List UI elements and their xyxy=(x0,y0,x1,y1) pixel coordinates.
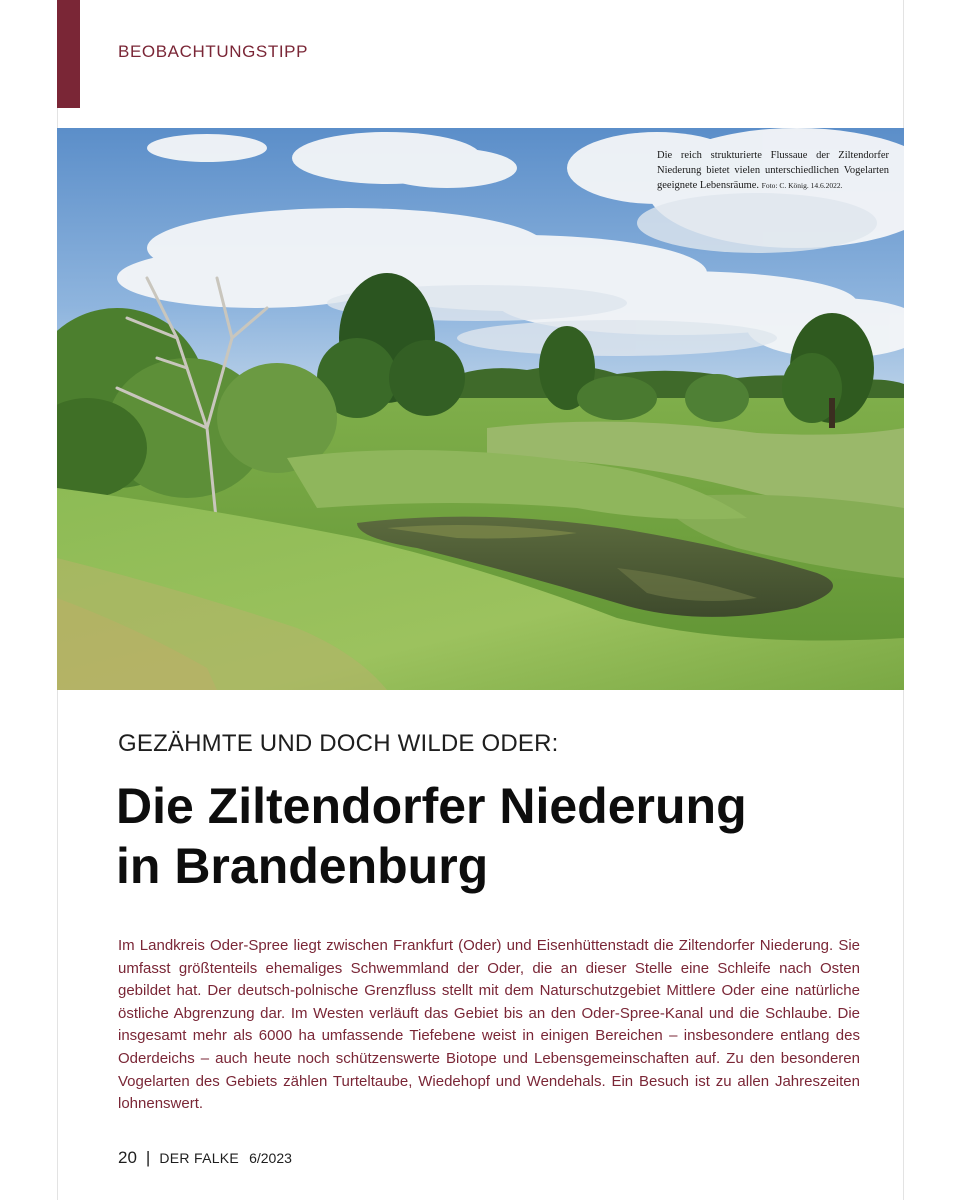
headline-line-2: in Brandenburg xyxy=(116,838,489,894)
photo-credit: Foto: C. König. 14.6.2022. xyxy=(761,181,843,190)
section-accent-bar xyxy=(57,0,80,108)
photo-caption xyxy=(657,148,889,193)
article-lead-paragraph: Im Landkreis Oder-Spree liegt zwischen Frankfurt (Oder) und Eisenhüttenstadt die Ziltendorfer Niederung. Sie umfasst größtenteils ehemaliges Schwemmland der Oder, die an dieser Stelle eine Schleife nach Osten gebildet hat. Der deutsch-polnische Grenzfluss stellt mit dem Naturschutzgebiet Mittlere Oder eine natürliche östliche Abgrenzung dar. Im Westen verläuft das Gebiet bis an den Oder-Spree-Kanal und die Schlaube. Die insgesamt mehr als 6000 ha umfassende Tiefebene weist in einigen Bereichen – insbesondere entlang des Oderdeichs – auch heute noch schützenswerte Biotope und Lebensgemeinschaften auf. Zu den besonderen Vogelarten des Gebiets zählen Turteltaube, Wiedehopf und Wendehals. Ein Besuch ist zu allen Jahreszeiten lohnenswert. xyxy=(118,937,860,1113)
headline-line-1: Die Ziltendorfer Niederung xyxy=(116,778,747,834)
article-overline: GEZÄHMTE UND DOCH WILDE ODER: xyxy=(118,730,559,757)
page-number: 20 xyxy=(118,1148,137,1167)
publication-name: DER FALKE xyxy=(159,1150,240,1166)
landscape-photo xyxy=(57,128,904,690)
page-footer xyxy=(118,1148,292,1168)
section-kicker: BEOBACHTUNGSTIPP xyxy=(118,42,309,61)
issue-number: 6/2023 xyxy=(249,1150,292,1166)
photo-caption-text: Die reich strukturierte Flussaue der Ziltendorfer Niederung bietet vielen unterschiedlichen Vogelarten geeignete Lebensräume. xyxy=(657,150,889,191)
footer-separator: | xyxy=(145,1148,151,1167)
article-headline xyxy=(116,776,876,896)
landscape-illustration xyxy=(57,128,904,690)
